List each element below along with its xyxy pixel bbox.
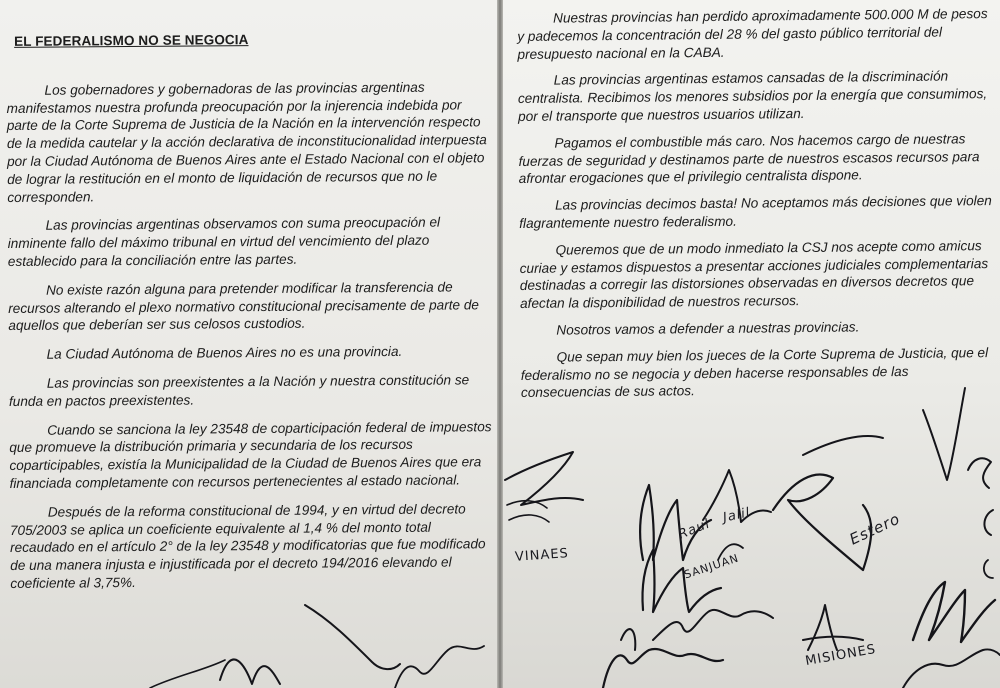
signature bbox=[984, 510, 993, 535]
paragraph: Las provincias decimos basta! No aceptamos más decisiones que violen flagrantemente nuestro federalismo. bbox=[519, 193, 992, 231]
paragraph: Nosotros vamos a defender a nuestras provincias. bbox=[556, 319, 860, 338]
signature-label: SANJUAN bbox=[682, 551, 741, 582]
right-text-column bbox=[517, 5, 997, 411]
signature-label: Estero bbox=[846, 509, 904, 549]
document-page-right bbox=[503, 0, 1000, 688]
paragraph: Los gobernadores y gobernadoras de las provincias argentinas manifestamos nuestra profunda preocupación por la injerencia indebida por parte de la Corte Suprema de Justicia de la Nación en la intervención respecto de la medida cautelar y la acción declarativa de inconstitucionalidad interpuesta por la Ciudad Autónoma de Buenos Aires ante el Estado Nacional con el objeto de lograr la restitución en el monto de liquidación de recursos que no le corresponden. bbox=[6, 79, 487, 205]
signature bbox=[621, 629, 635, 650]
signature bbox=[903, 649, 1000, 688]
paragraph: Después de la reforma constitucional de 1994, y en virtud del decreto 705/2003 se aplica un coeficiente equivalente al 1,4 % del monto total recaudado en el artículo 2° de la ley 23548 y modificatorias que fue modificado de una manera injusta e injustificada por el decreto 194/2016 elevando el coeficiente al 3,75%. bbox=[9, 501, 486, 591]
signature bbox=[603, 649, 723, 688]
signature bbox=[984, 560, 993, 578]
signature-label: Raul bbox=[676, 516, 713, 543]
signature bbox=[803, 605, 863, 650]
paragraph: Las provincias son preexistentes a la Nación y nuestra constitución se funda en pactos preexistentes. bbox=[8, 372, 470, 409]
document-title: EL FEDERALISMO NO SE NEGOCIA bbox=[14, 32, 249, 49]
signature bbox=[773, 475, 871, 570]
paragraph: Cuando se sanciona la ley 23548 de coparticipación federal de impuestos que promueve la distribución primaria y secundaria de los recursos coparticipables, existía la Municipalidad de la Ciudad de Buenos Aires que era financiada completamente con recursos pertenecientes al estado nacional. bbox=[9, 418, 492, 491]
signature-label: Jalil bbox=[721, 505, 752, 526]
signature bbox=[803, 436, 883, 455]
signature-label: MISIONES bbox=[804, 641, 878, 670]
paragraph: No existe razón alguna para pretender modificar la transferencia de recursos alterando el plexo normativo constitucional precisamente de parte de aquellos que deberían ser sus celosos custodios. bbox=[8, 279, 480, 334]
paragraph: Las provincias argentinas estamos cansadas de la discriminación centralista. Recibimos los menores subsidios por la energía que consumimos, por el transporte que nuestros usuarios utilizan. bbox=[517, 68, 988, 124]
signature bbox=[505, 452, 583, 505]
signature bbox=[507, 501, 549, 522]
signature bbox=[913, 582, 995, 642]
paragraph: Que sepan muy bien los jueces de la Corte Suprema de Justicia, que el federalismo no se negocia y deben hacerse responsables de las consecuencias de sus actos. bbox=[520, 344, 989, 401]
paragraph: Pagamos el combustible más caro. Nos hacemos cargo de nuestras fuerzas de seguridad y destinamos parte de nuestros escasos recursos para afrontar erogaciones que el privilegio centralista dispone. bbox=[518, 131, 980, 187]
left-text-column bbox=[6, 22, 495, 604]
paragraph: Las provincias argentinas observamos con suma preocupación el inminente fallo del máximo tribunal en virtud del vencimiento del plazo establecido para la conciliación entre las partes. bbox=[7, 214, 441, 269]
document-page-left bbox=[0, 0, 497, 688]
paragraph: Queremos que de un modo inmediato la CSJ nos acepte como amicus curiae y estamos dispuestos a presentar acciones judiciales complementarias destinadas a corregir las distorsiones observadas en diversos decretos que afectan la disponibilidad de nuestros recursos. bbox=[519, 237, 989, 312]
paragraph: La Ciudad Autónoma de Buenos Aires no es una provincia. bbox=[46, 344, 403, 362]
signature-label: VINAES bbox=[514, 546, 570, 565]
signature bbox=[653, 610, 773, 640]
signature bbox=[968, 458, 991, 488]
paragraph: Nuestras provincias han perdido aproximadamente 500.000 M de pesos y padecemos la concentración del 28 % del gasto público territorial del presupuesto nacional en la CABA. bbox=[517, 6, 988, 62]
